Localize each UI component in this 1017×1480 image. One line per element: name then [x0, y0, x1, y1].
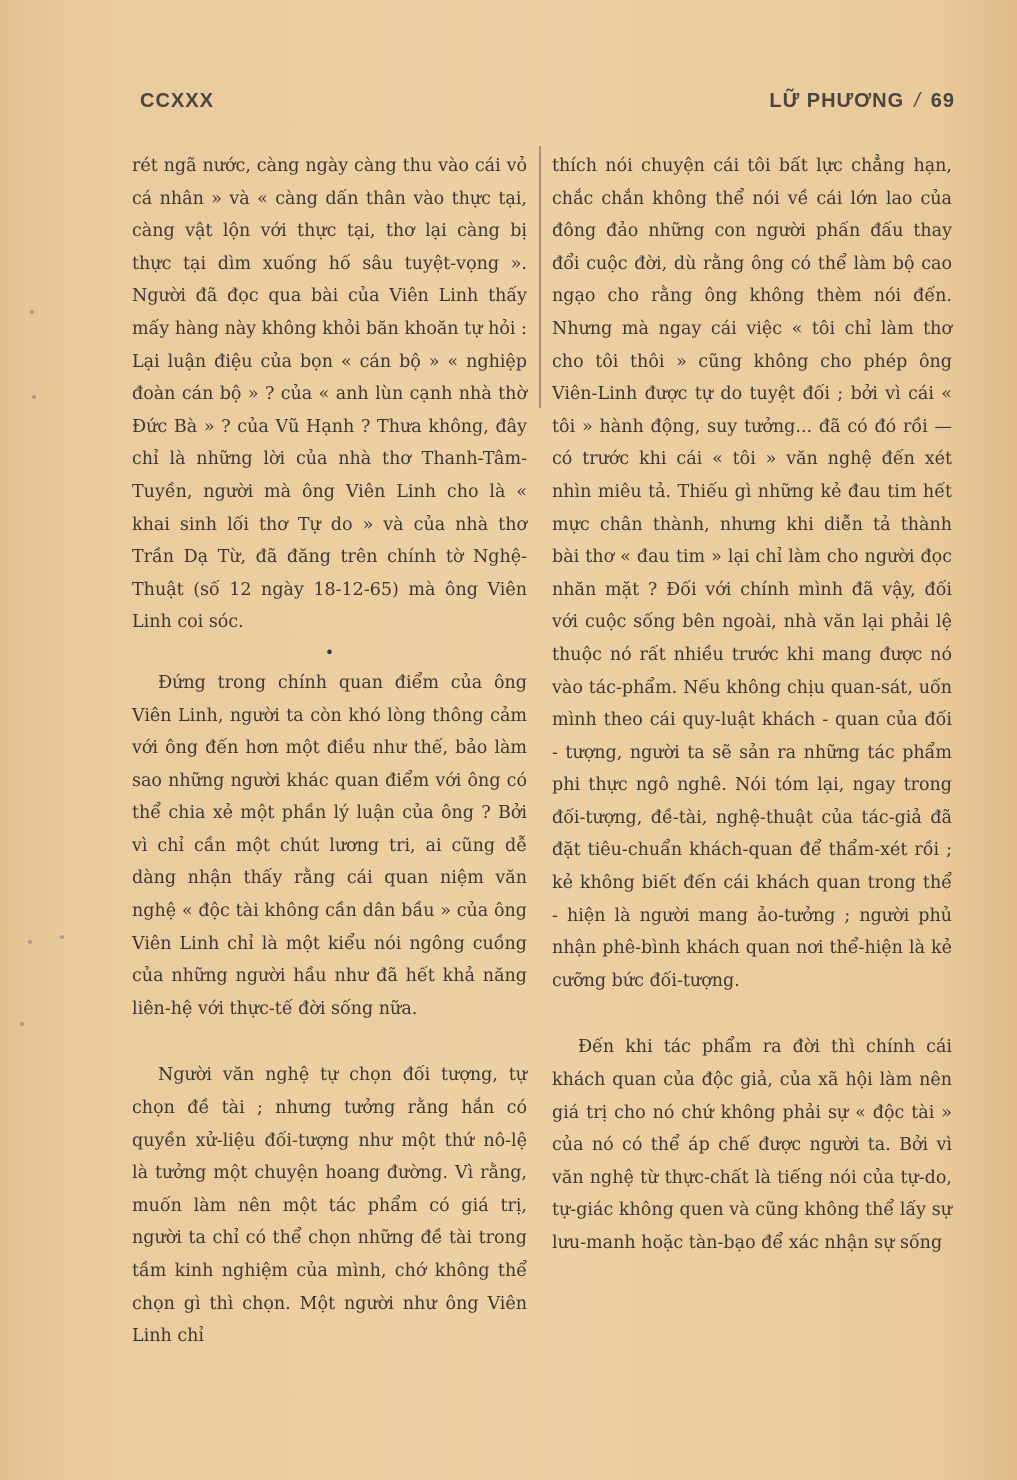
- bullet-dot: •: [324, 642, 335, 662]
- right-paragraph-2: Đến khi tác phẩm ra đời thì chính cái khách quan của độc giả, của xã hội làm nên giá trị cho nó chứ không phải sự « độc tài » của nó có thể áp chế được người ta. Bởi vì văn nghệ từ thực-chất là tiếng nói của tự-do, tự-giác không quen và cũng không thể lấy sự lưu-manh hoặc tàn-bạo để xác nhận sự sống: [552, 1037, 952, 1253]
- page-number: 69: [930, 90, 955, 112]
- running-header: [769, 90, 955, 113]
- left-paragraph-2: Đứng trong chính quan điểm của ông Viên Linh, người ta còn khó lòng thông cảm với ông đến hơn một điều như thế, bảo làm sao những người khác quan điểm với ông có thể chia xẻ một phần lý luận của ông ? Bởi vì chỉ cần một chút lương tri, ai cũng dễ dàng nhận thấy rằng cái quan niệm văn nghệ « độc tài không cần dân bầu » của ông Viên Linh chỉ là một kiểu nói ngông cuồng của những người hầu như đã hết khả năng liên-hệ với thực-tế đời sống nữa.: [132, 672, 527, 1019]
- left-column: [132, 150, 527, 1353]
- paper-speck: [20, 1022, 24, 1026]
- margin-line: [539, 146, 541, 408]
- paper-speck: [30, 310, 34, 314]
- left-paragraph-1: rét ngã nước, càng ngày càng thu vào cái vỏ cá nhân » và « càng dấn thân vào thực tại, càng vật lộn với thực tại, thơ lại càng bị thực tại dìm xuống hố sâu tuyệt-vọng ». Người đã đọc qua bài của Viên Linh thấy mấy hàng này không khỏi băn khoăn tự hỏi : Lại luận điệu của bọn « cán bộ » « nghiệp đoàn cán bộ » ? của « anh lùn cạnh nhà thờ Đức Bà » ? của Vũ Hạnh ? Thưa không, đây chỉ là những lời của nhà thơ Thanh-Tâm-Tuyền, người mà ông Viên Linh cho là « khai sinh lối thơ Tự do » và của nhà thơ Trần Dạ Từ, đã đăng trên chính tờ Nghệ-Thuật (số 12 ngày 18-12-65) mà ông Viên Linh coi sóc.: [132, 156, 527, 633]
- right-column: [552, 150, 952, 1260]
- left-paragraph-3: Người văn nghệ tự chọn đối tượng, tự chọn đề tài ; nhưng tưởng rằng hắn có quyền xử-liệu đối-tượng như một thứ nô-lệ là tưởng một chuyện hoang đường. Vì rằng, muốn làm nên một tác phẩm có giá trị, người ta chỉ có thể chọn những đề tài trong tầm kinh nghiệm của mình, chớ không thể chọn gì thì chọn. Một người như ông Viên Linh chỉ: [132, 1065, 527, 1347]
- page-header: [140, 86, 955, 118]
- paper-speck: [32, 395, 36, 399]
- paper-speck: [28, 940, 32, 944]
- paper-speck: [60, 935, 64, 939]
- author-name: LỮ PHƯƠNG: [769, 90, 905, 112]
- right-paragraph-1: thích nói chuyện cái tôi bất lực chẳng hạn, chắc chắn không thể nói về cái lớn lao của đông đảo những con người phấn đấu thay đổi cuộc đời, dù rằng ông có thể làm bộ cao ngạo cho rằng ông không thèm nói đến. Nhưng mà ngay cái việc « tôi chỉ làm thơ cho tôi thôi » cũng không cho phép ông Viên-Linh được tự do tuyệt đối ; bởi vì cái « tôi » hành động, suy tưởng... đã có đó rồi — có trước khi cái « tôi » văn nghệ đến xét nhìn miêu tả. Thiếu gì những kẻ đau tim hết mực chân thành, nhưng khi diễn tả thành bài thơ « đau tim » lại chỉ làm cho người đọc nhăn mặt ? Đối với chính mình đã vậy, đối với cuộc sống bên ngoài, nhà văn lại phải lệ thuộc nó rất nhiều trước khi mang được nó vào tác-phẩm. Nếu không chịu quan-sát, uốn mình theo cái quy-luật khách - quan của đối - tượng, người ta sẽ sản ra những tác phẩm phi thực ngô nghê. Nói tóm lại, ngay trong đối-tượng, đề-tài, nghệ-thuật của tác-giả đã đặt tiêu-chuẩn khách-quan để thẩm-xét rồi ; kẻ không biết đến cái khách quan trong thể - hiện là người mang ảo-tưởng ; người phủ nhận phê-bình khách quan nơi thể-hiện là kẻ cưỡng bức đối-tượng.: [552, 156, 952, 991]
- header-separator: /: [914, 90, 921, 112]
- section-number: CCXXX: [140, 90, 214, 112]
